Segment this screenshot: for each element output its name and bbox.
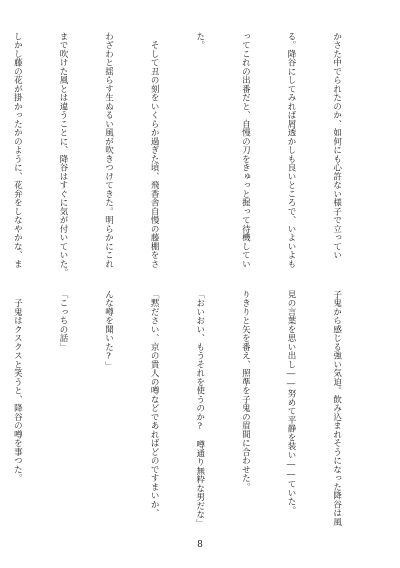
text-line: かさた中でられたのか、如何にも心許ない様子で立ってい — [331, 32, 342, 260]
text-line: しかし藤の花が掛かったかのように、花弁をしなやかな、ま — [12, 32, 23, 269]
text-line: 「おいおい、もうそれを使うのか? 噂通り無粋な男だな」 — [194, 290, 205, 528]
text-line: 「黙ださい、京の貴人の噂などであればどのですまいか、 — [149, 290, 160, 518]
text-line: ってこれの出番だと、自慢の刀をきゅっと握って待機してい — [240, 32, 251, 269]
text-line: る。降谷にしてみれば屑透かしも良いところで、いよいよも — [285, 32, 296, 269]
text-line: 子鬼はクスクスと笑うと、降谷の噂を事つた。 — [12, 290, 23, 483]
lower-text-block — [12, 290, 374, 528]
text-line: りきりと矢を番え、照準を子鬼の眉間に合わせた。 — [240, 290, 251, 492]
text-line: 子鬼から感じる強い気迫。飲み込まれそうになった降谷は風 — [331, 290, 342, 527]
text-line: まで吹けた風とは違うことに、降谷はすぐに気が付いていた。 — [57, 32, 68, 277]
text-line: た。 — [194, 32, 205, 50]
text-line: んな噂を聞いた?」 — [103, 290, 114, 371]
text-line: わざわと揺らす生ぬるい風が吹きつけてきた。明らかにこれ — [103, 32, 114, 269]
page-number: 8 — [197, 540, 203, 550]
text-line: そして丑の刻をいくらか過ぎた頃、飛香舎自慢の藤棚をさ — [149, 32, 160, 269]
upper-text-block — [12, 32, 374, 277]
text-line: 「こっちの話」 — [57, 290, 68, 352]
text-line: 見の言葉を思い出し――努めて平静を装い――ていた。 — [285, 290, 296, 515]
